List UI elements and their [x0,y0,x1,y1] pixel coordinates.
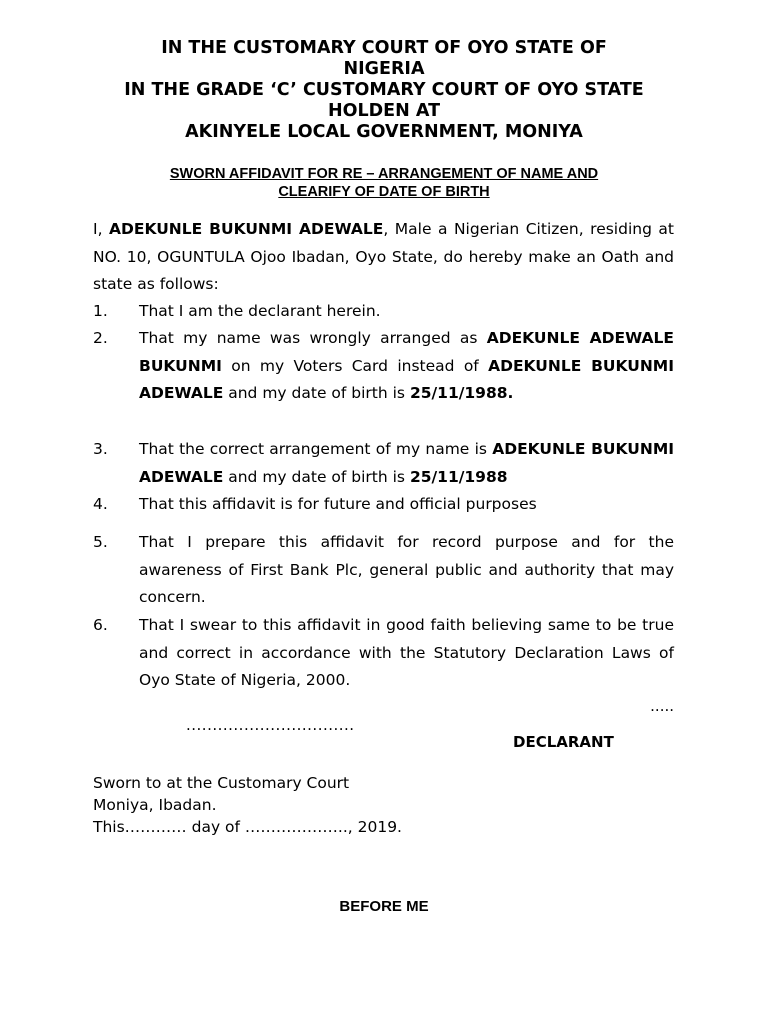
statement-number: 2. [93,329,108,347]
sworn-block [93,772,402,838]
intro-text: , Male a Nigerian Citizen, residing at NO. 10, OGUNTULA Ojoo Ibadan, Oyo State, do hereby make an Oath and state as follows: [93,220,674,293]
statement-number: 4. [93,495,108,513]
statement-fragment: That this affidavit is for future and official purposes [139,495,537,513]
title-line: SWORN AFFIDAVIT FOR RE – ARRANGEMENT OF NAME AND [169,166,599,182]
statement-text [139,436,674,491]
statement-text [139,325,674,408]
statement-fragment: That the correct arrangement of my name is [139,440,493,458]
heading-line: IN THE CUSTOMARY COURT OF OYO STATE OF [161,38,607,58]
statement-item [93,612,674,695]
heading-line: NIGERIA [343,59,425,79]
heading-line: IN THE GRADE ‘C’ CUSTOMARY COURT OF OYO STATE [124,80,644,100]
signature-line: ................................ [186,716,355,734]
statement-fragment: and my date of birth is [223,384,410,402]
court-heading [80,38,688,143]
statement-item [93,529,674,612]
declarant-label: DECLARANT [513,733,614,751]
title-line: CLEARIFY OF DATE OF BIRTH [278,184,490,200]
statement-text [139,491,674,519]
statement-fragment: That I am the declarant herein. [139,302,381,320]
statement-text [139,612,674,695]
intro-prefix: I, [93,220,109,238]
statement-item [93,298,674,326]
statement-number: 1. [93,302,108,320]
statement-fragment: and my date of birth is [223,467,410,486]
statement-emphasis: ADEKUNLE BUKUNMI ADEWALE [139,356,674,402]
signature-dots: ..... [650,697,674,715]
statement-emphasis: ADEKUNLE BUKUNMI ADEWALE [139,440,675,486]
sworn-line: Moniya, Ibadan. [93,796,217,814]
heading-line: HOLDEN AT [327,101,440,121]
statement-item [93,325,674,408]
statement-item [93,491,674,519]
statement-emphasis: ADEKUNLE ADEWALE BUKUNMI [139,329,674,375]
statement-number: 3. [93,440,108,458]
statement-emphasis: 25/11/1988 [409,467,508,486]
affidavit-title [100,165,668,201]
statement-fragment: That my name was wrongly arranged as [139,329,487,347]
statement-fragment: That I prepare this affidavit for record purpose and for the awareness of First Bank Plc, general public and authority that may concern. [139,533,674,606]
intro-paragraph [93,216,674,299]
sworn-line: Sworn to at the Customary Court [93,774,350,792]
statement-emphasis: 25/11/1988. [409,384,514,402]
statement-number: 6. [93,616,108,634]
statement-fragment: on my Voters Card instead of [221,356,489,375]
statement-item [93,436,674,491]
statement-number: 5. [93,533,108,551]
statement-text [139,529,674,612]
before-me-label: BEFORE ME [339,898,429,915]
statement-text [139,298,674,326]
heading-line: AKINYELE LOCAL GOVERNMENT, MONIYA [185,122,583,142]
sworn-line: This………… day of ……………….., 2019. [93,818,402,836]
declarant-name: ADEKUNLE BUKUNMI ADEWALE [109,220,384,238]
statement-fragment: That I swear to this affidavit in good faith believing same to be true and correct in accordance with the Statutory Declaration Laws of Oyo State of Nigeria, 2000. [139,616,674,689]
